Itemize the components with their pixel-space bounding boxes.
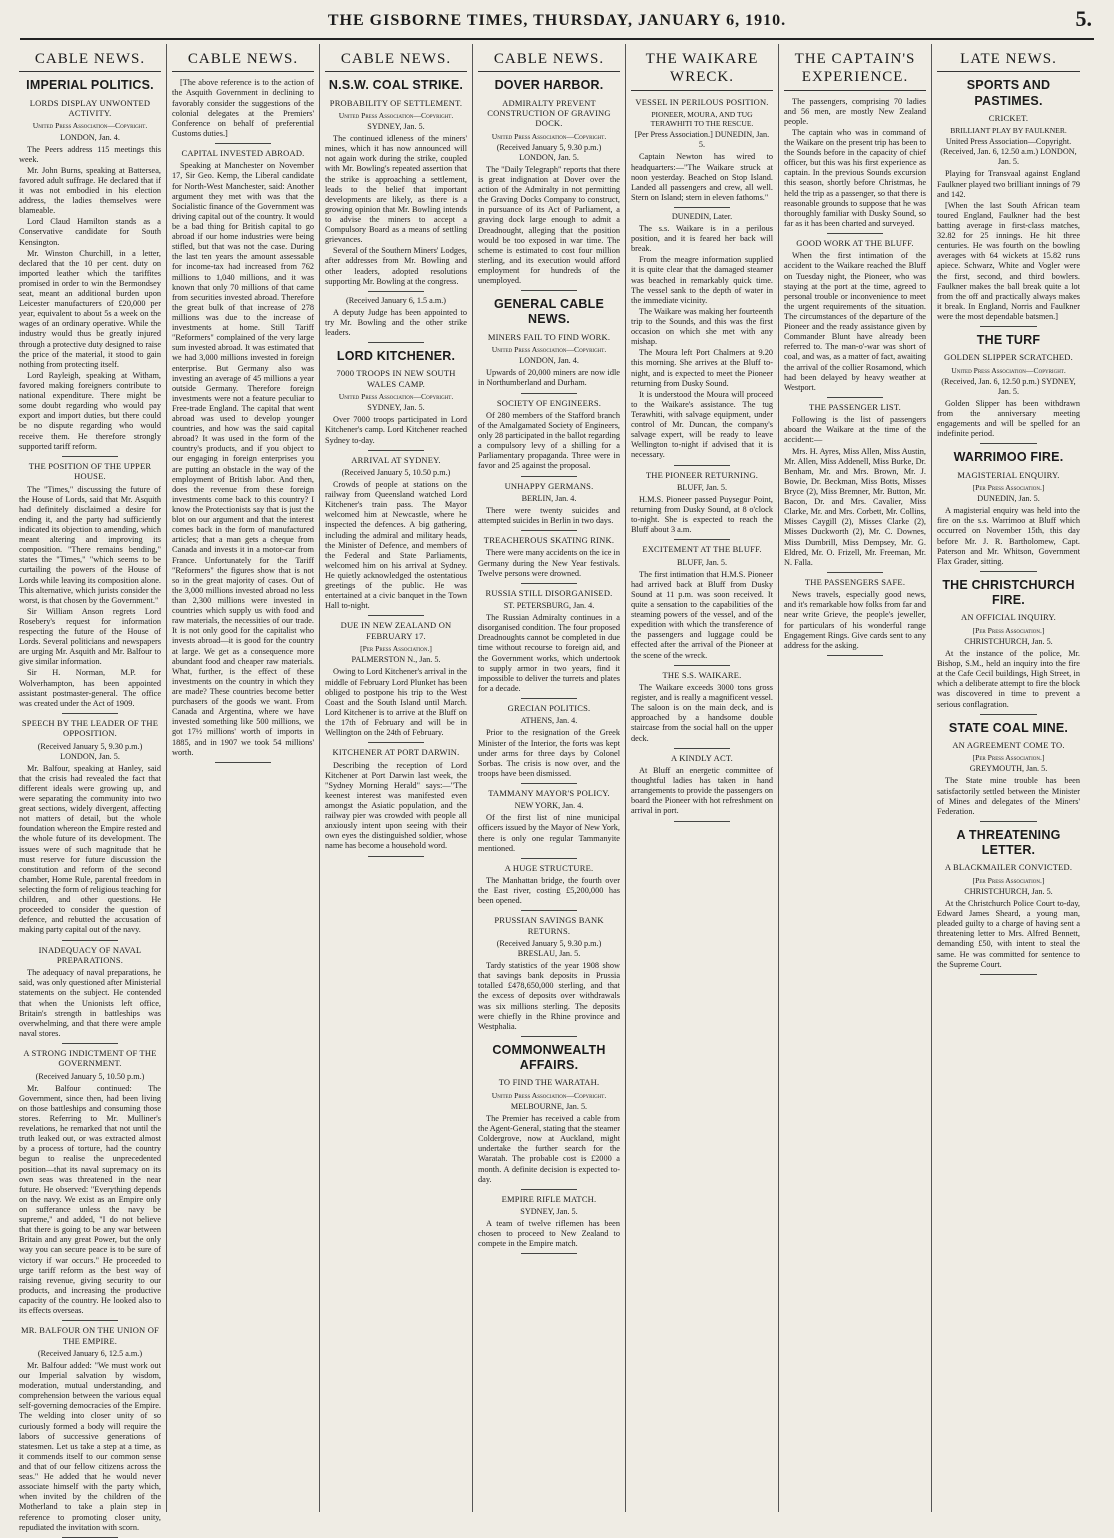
article-dateline: ST. PETERSBURG, Jan. 4. <box>503 601 595 611</box>
article <box>631 753 773 822</box>
article-paragraph: The passengers, comprising 70 ladies and 56 men, are mostly New Zealand people. <box>784 96 926 126</box>
article <box>325 620 467 743</box>
article-credit: [Per Press Association.] <box>360 644 432 654</box>
article-paragraph: A team of twelve riflemen has been chosen to proceed to New Zealand to compete in the Empire match. <box>478 1219 620 1249</box>
article-divider <box>980 714 1037 715</box>
article <box>631 670 773 749</box>
article-dateline: (Received January 6, 1.5 a.m.) <box>345 295 447 305</box>
newspaper-columns <box>14 44 1104 1532</box>
article-credit: [Per Press Association.] <box>972 625 1045 635</box>
article-headline: STATE COAL MINE. <box>948 720 1069 735</box>
article-divider <box>368 742 425 743</box>
article-paragraph: The adequacy of naval preparations, he said, was only questioned after Ministerial statements on the subject. He contended that when the Unionists left office, Britain's strength in battleships was overwhelming, and that there were ample naval stores. <box>19 968 161 1038</box>
article-divider <box>521 530 578 531</box>
article-paragraph: Lord Claud Hamilton stands as a Conservative candidate for South Kensington. <box>19 217 161 247</box>
article-dateline: PALMERSTON N., Jan. 5. <box>351 655 441 665</box>
article-paragraph: Mr. Balfour, speaking at Hanley, said that the crisis had revealed the fact that different ideals were growing up, and were separating the community into two great sections, widely divergent, affecting not matters of detail, but the whole foundation whereon the Empire rested and the whole future of its development. The issues were of such magnitude that he must reserve for future discussion the constitution and reform of the second chamber, Home Rule, parental freedom in selecting the form of religious teaching for children, and other questions. He proceeded to consider the question of defence, and rebutted the accusation of making party capital out of the navy. <box>19 763 161 935</box>
article <box>19 945 161 1044</box>
article-paragraph: News travels, especially good news, and it's remarkable how folks from far and near write Grieve, the people's jeweller, for particulars of his wonderful range Engagement Rings. Give cards sent to any address for the asking. <box>784 590 926 650</box>
article-divider <box>368 856 425 857</box>
article-subheading: SOCIETY OF ENGINEERS. <box>496 397 602 408</box>
article-headline: IMPERIAL POLITICS. <box>26 78 154 93</box>
article-dateline: DUNEDIN, Jan. 5. <box>977 494 1040 504</box>
article-credit: United Press Association—Copyright. <box>338 110 454 120</box>
article <box>478 915 620 1036</box>
article-credit: United Press Association—Copyright. <box>951 365 1066 375</box>
article-subheading: EXCITEMENT AT THE BLUFF. <box>642 544 762 555</box>
article-subheading: UNHAPPY GERMANS. <box>504 480 594 491</box>
article-subheading: INADEQUACY OF NAVAL PREPARATIONS. <box>38 944 142 965</box>
article-dateline: CHRISTCHURCH, Jan. 5. <box>964 887 1053 897</box>
column-heading: CABLE NEWS. <box>172 44 314 72</box>
article-divider <box>521 910 578 911</box>
article-subheading: PROBABILITY OF SETTLEMENT. <box>329 97 463 108</box>
article-paragraph: Mr. Winston Churchill, in a letter, declared that the 10 per cent. duty on imported leather which the tariffites promised in order to win the Bermondsey seat, meant an additional burden upon Leicester manufacturers of £20,000 per year, equivalent to about 5s a week on the wages of an ordinary operative. While the industry would thus be greatly injured through a protective duty designed to raise the price of the material, it stood to gain nothing from protecting itself. <box>19 248 161 369</box>
article-paragraph: Sir William Anson regrets Lord Rosebery's request for information respecting the future of the House of Lords. Several politicians and newspapers are urging Mr. Asquith and Mr. Balfour to give similar information. <box>19 606 161 667</box>
article-subheading: TO FIND THE WARATAH. <box>498 1077 600 1088</box>
article-subheading: THE PASSENGERS SAFE. <box>804 576 906 587</box>
article-subheading: GOOD WORK AT THE BLUFF. <box>796 238 914 249</box>
article <box>937 333 1080 444</box>
article-divider <box>62 456 119 457</box>
article <box>478 588 620 699</box>
article-paragraph: Of the first list of nine municipal officers issued by the Mayor of New York, there is only one regular Tammanyite mentioned. <box>478 813 620 853</box>
article-credit: [Per Press Association.] <box>972 482 1045 492</box>
article-paragraph: The Premier has received a cable from the Agent-General, stating that the steamer Coldergrove, now at Auckland, might undertake the further search for the Waratah. The probable cost is £2000 a month. A definite decision is expected to-day. <box>478 1114 620 1184</box>
article-divider <box>62 940 119 941</box>
article <box>325 78 467 292</box>
article-paragraph: Sir H. Norman, M.P. for Wolverhampton, has been appointed assistant postmaster-general. The office was created under the Act of 1909. <box>19 668 161 708</box>
article-dateline: (Received January 5, 9.30 p.m.) LONDON, Jan. 5. <box>496 142 602 162</box>
article-subheading: A HUGE STRUCTURE. <box>504 862 594 873</box>
article <box>478 1194 620 1255</box>
article-subheading: THE POSITION OF THE UPPER HOUSE. <box>28 460 152 482</box>
article-paragraph: Upwards of 20,000 miners are now idle in Northumberland and Durham. <box>478 368 620 388</box>
article-subheading: ARRIVAL AT SYDNEY. <box>351 454 441 465</box>
article-divider <box>674 207 731 208</box>
article-subheading: MINERS FAIL TO FIND WORK. <box>487 331 611 342</box>
article-paragraph: At the instance of the police, Mr. Bishop, S.M., held an inquiry into the fire at the Cafe Cecil buildings, High Street, in which a deliberate attempt to fire the block was discovered in time to prevent a serious conflagration. <box>937 648 1080 709</box>
article-paragraph: Several of the Southern Miners' Lodges, after addresses from Mr. Bowling and other leaders, adopted resolutions supporting Mr. Bowling at the congress. <box>325 246 467 286</box>
article-paragraph: At the Christchurch Police Court to-day, Edward James Sheard, a young man, pleaded guilty to a charge of having sent a threatening letter to Mrs. Alfred Bennett, demanding £50, with intent to steal the same. He was committed for sentence to the Supreme Court. <box>937 899 1080 969</box>
article-paragraph: The Waikare exceeds 3000 tons gross register, and is really a magnificent vessel. The saloon is on the main deck, and is approached by a handsome double staircase from the social hall on the upper deck. <box>631 683 773 743</box>
article-divider <box>674 821 731 822</box>
article-divider <box>521 783 578 784</box>
article-divider <box>827 233 884 234</box>
article-divider <box>674 539 731 540</box>
article-subheading: RUSSIA STILL DISORGANISED. <box>485 587 613 598</box>
article-divider <box>215 762 272 763</box>
article-subheading: CRICKET. <box>988 112 1029 123</box>
article-dateline: United Press Association—Copyright. (Received, Jan. 6, 12.50 a.m.) LONDON, Jan. 5. <box>940 137 1077 167</box>
article-dateline: (Received January 5, 9.30 p.m.) BRESLAU, Jan. 5. <box>496 939 602 959</box>
article <box>631 97 773 208</box>
article-dateline: MELBOURNE, Jan. 5. <box>510 1102 588 1112</box>
article <box>937 78 1080 327</box>
page-number: 5. <box>1075 6 1092 31</box>
article-subheading: PRUSSIAN SAVINGS BANK RETURNS. <box>494 915 604 936</box>
article-divider <box>980 443 1037 444</box>
article-divider <box>215 143 272 144</box>
article-credit: United Press Association—Copyright. <box>338 392 454 402</box>
article-subheading: A STRONG INDICTMENT OF THE GOVERNMENT. <box>23 1047 157 1069</box>
article-divider <box>827 572 884 573</box>
article <box>478 398 620 477</box>
article-divider <box>521 476 578 477</box>
article-headline: N.S.W. COAL STRIKE. <box>328 78 464 93</box>
article <box>325 455 467 617</box>
article-divider <box>980 974 1037 975</box>
article <box>478 78 620 291</box>
article-dateline: (Received January 5, 9.30 p.m.) LONDON, Jan. 5. <box>37 741 143 761</box>
article-paragraph: Describing the reception of Lord Kitchener at Port Darwin last week, the "Sydney Morning Herald" says:—"The keenest interest was manifested even amongst the Asiatic population, and the railway pier was crowded with people all anxiously intent upon seeing with their own eyes the distinguished soldier, whose name has become a household word. <box>325 760 467 851</box>
article-dateline: (Received, Jan. 6, 12.50 p.m.) SYDNEY, Jan. 5. <box>941 376 1076 396</box>
article <box>937 828 1080 975</box>
article-divider <box>674 665 731 666</box>
article-subheading: DUE IN NEW ZEALAND ON FEBRUARY 17. <box>340 620 452 641</box>
article <box>784 577 926 656</box>
article-dateline: (Received January 5, 10.50 p.m.) <box>341 468 451 478</box>
article-subheading: ADMIRALTY PREVENT CONSTRUCTION OF GRAVING DOCK. <box>487 97 611 129</box>
article-subheading: KITCHENER AT PORT DARWIN. <box>332 747 460 758</box>
masthead <box>0 0 1114 40</box>
article-credit: United Press Association—Copyright. <box>32 121 148 131</box>
article-divider <box>521 858 578 859</box>
article-credit: United Press Association—Copyright. <box>491 131 607 141</box>
masthead-rule <box>20 38 1094 40</box>
article-headline: COMMONWEALTH AFFAIRS. <box>492 1042 606 1073</box>
article-paragraph: The Peers address 115 meetings this week. <box>19 144 161 164</box>
article-paragraph: Over 7000 troops participated in Lord Kitchener's camp. Lord Kitchener reached Sydney to-day. <box>325 415 467 445</box>
article-headline: DOVER HARBOR. <box>494 78 604 93</box>
article-paragraph: Prior to the resignation of the Greek Minister of the Interior, the forts was kept under arms for three days by Colonel Sorbas. The crisis is now over, and the troops have been dismissed. <box>478 728 620 778</box>
article <box>937 578 1080 715</box>
article-headline: THE CHRISTCHURCH FIRE. <box>942 577 1075 608</box>
article <box>19 1048 161 1321</box>
article-headline: GENERAL CABLE NEWS. <box>493 297 605 327</box>
article-paragraph: The State mine trouble has been satisfactorily settled between the Minister of Mines and delegates of the Miners' Federation. <box>937 776 1080 816</box>
article-divider <box>368 450 425 451</box>
article <box>631 544 773 665</box>
article-dateline: SYDNEY, Jan. 5. <box>520 1207 578 1217</box>
article <box>937 450 1080 572</box>
article-paragraph: A deputy Judge has been appointed to try Mr. Bowling and the other strike leaders. <box>325 307 467 338</box>
article-subheading: TAMMANY MAYOR'S POLICY. <box>488 787 610 798</box>
article-dateline: SYDNEY, Jan. 5. <box>367 403 425 413</box>
article-divider <box>521 1189 578 1190</box>
article-divider <box>368 615 425 616</box>
article-paragraph: At Bluff an energetic committee of thoughtful ladies has taken in hand arrangements to provide the passengers on board the Pioneer with hot refreshment on arrival in port. <box>631 766 773 816</box>
article-paragraph: A magisterial enquiry was held into the fire on the s.s. Warrimoo at Bluff which occurred on November 15th, this day before Mr. J. R. Bartholomew, Capt. Paterson and Mr. Whitson, Government Flax Grader, sitting. <box>937 506 1080 566</box>
column-3 <box>320 44 473 1512</box>
article-paragraph: The first intimation that H.M.S. Pioneer had arrived back at Bluff from Dusky Sound at 11 p.m. was soon received. It quite a sensation to the capabilities of the steaming powers of the vessel, and of the expedition with which the transference of the passengers and luggage could be effected after the arrival of the Pioneer at the scene of the wreck. <box>631 569 773 660</box>
article <box>478 481 620 532</box>
article-dateline: LONDON, Jan. 4. <box>60 132 120 142</box>
article-subheading: GRECIAN POLITICS. <box>507 703 591 714</box>
article <box>937 721 1080 822</box>
article-credit: [Per Press Association.] <box>972 753 1045 763</box>
article-divider <box>980 571 1037 572</box>
column-heading: CABLE NEWS. <box>478 44 620 72</box>
article-dateline: NEW YORK, Jan. 4. <box>514 801 584 811</box>
article-credit: [Per Press Association.] <box>972 875 1045 885</box>
newspaper-title: THE GISBORNE TIMES, THURSDAY, JANUARY 6, 1910. <box>327 12 787 29</box>
article-subheading: TREACHEROUS SKATING RINK. <box>483 535 615 546</box>
article-subheading: LORDS DISPLAY UNWONTED ACTIVITY. <box>29 97 151 118</box>
article-divider <box>521 290 578 291</box>
article <box>784 238 926 398</box>
article-subheading: 7000 TROOPS IN NEW SOUTH WALES CAMP. <box>336 368 456 389</box>
article-dateline: SYDNEY, Jan. 5. <box>367 122 425 132</box>
article-paragraph: Lord Rayleigh, speaking at Witham, favored making foreigners contribute to national expenditure. There might be some doubt regarding who would pay export and import duties, but there could be no dispute regarding who would receive them. He therefore strongly supported tariff reform. <box>19 370 161 451</box>
article <box>19 1325 161 1538</box>
article-paragraph: It is understood the Moura will proceed to the Waikare's assistance. The tug Terawhiti, with salvage equipment, under control of Mr. Duncan, the company's salvage expert, will be ready to leave Wellington to-night if advised that it is necessary. <box>631 389 773 460</box>
article-paragraph: Playing for Transvaal against England Faulkner played two brilliant innings of 79 and 142. <box>937 169 1080 199</box>
article-credit: United Press Association—Copyright. <box>491 345 607 355</box>
article <box>19 78 161 457</box>
article-subheading: EMPIRE RIFLE MATCH. <box>501 1193 597 1204</box>
article-headline: A THREATENING LETTER. <box>956 827 1061 858</box>
column-heading: CABLE NEWS. <box>325 44 467 72</box>
article-divider <box>62 1043 119 1044</box>
article-subheading: VESSEL IN PERILOUS POSITION. <box>635 96 769 107</box>
article <box>631 470 773 541</box>
article-subheading: SPEECH BY THE LEADER OF THE OPPOSITION. <box>21 717 159 739</box>
article-dateline: ATHENS, Jan. 4. <box>520 716 578 726</box>
column-2 <box>167 44 320 1512</box>
article-headline: SPORTS AND PASTIMES. <box>966 78 1051 108</box>
article-dateline: GREYMOUTH, Jan. 5. <box>969 764 1048 774</box>
column-heading: THE WAIKARE WRECK. <box>631 44 773 91</box>
article <box>784 97 926 234</box>
column-5 <box>626 44 779 1512</box>
article <box>478 1043 620 1190</box>
column-1 <box>14 44 167 1532</box>
article <box>19 718 161 941</box>
article-divider <box>521 583 578 584</box>
column-heading: LATE NEWS. <box>937 44 1080 72</box>
article-credit: BRILLIANT PLAY BY FAULKNER. <box>950 126 1067 136</box>
article <box>172 148 314 763</box>
article <box>478 863 620 912</box>
column-4 <box>473 44 626 1512</box>
article-subheading: THE PASSENGER LIST. <box>809 401 901 412</box>
article-headline: WARRIMOO FIRE. <box>953 450 1064 465</box>
article-dateline: CHRISTCHURCH, Jan. 5. <box>964 636 1053 646</box>
article-subheading: THE S.S. WAIKARE. <box>662 669 742 680</box>
article-paragraph: Mr. Balfour added: "We must work out our Imperial salvation by wisdom, moderation, mutual understanding, and comprehension between the various equal self-governing democracies of the Empire. The welding into closer unity of so curiously formed a body will require the labors of successive generations of statesmen. Let us take a step at a time, as it commends itself to our common sense and that of our fellow citizens across the seas." He added that he would never associate himself with the party which, when invited by the children of the Motherland to take a plain step in reference to promoting closer unity, repudiated the invitation with scorn. <box>19 1360 161 1532</box>
article-dateline: [Per Press Association.] DUNEDIN, Jan. 5. <box>634 130 770 150</box>
article-dateline: (Received January 6, 12.5 a.m.) <box>37 1348 143 1358</box>
article-paragraph: [The above reference is to the action of the Asquith Government in declining to favorably consider the suggestions of the colonial delegates at the Premiers' Conference on behalf of preferential Customs duties.] <box>172 78 314 138</box>
article-paragraph: The "Daily Telegraph" reports that there is great indignation at Dover over the action of the Admiralty in not permitting the Graving Docks Company to construct, in pursuance of its Act of Parliament, a graving dock large enough to admit a Dreadnought, alleging that the position would be too exposed in war time. The scheme is estimated to cost four million sterling, and its execution would afford employment for hundreds of the unemployed. <box>478 164 620 286</box>
article-paragraph: Golden Slipper has been withdrawn from the anniversary meeting engagements and will be spelled for an indefinite period. <box>937 398 1080 439</box>
article-subheading: A KINDLY ACT. <box>671 752 733 763</box>
article-paragraph: Mr. John Burns, speaking at Battersea, favored adult suffrage. He declared that if it was not embodied in his election address, the ladies themselves were blameable. <box>19 165 161 216</box>
column-7 <box>932 44 1085 1512</box>
article-dateline: BERLIN, Jan. 4. <box>521 493 577 503</box>
article-paragraph: Captain Newton has wired to headquarters:—"The Waikare struck at noon yesterday. Beached on Stop Island. Landed all passengers and crew, all well. Stern on Island; stern in eleven fathoms." <box>631 152 773 202</box>
article <box>325 747 467 856</box>
article-subheading: CAPITAL INVESTED ABROAD. <box>181 147 305 158</box>
article-divider <box>521 1036 578 1037</box>
article-divider <box>521 1253 578 1254</box>
article-dateline: DUNEDIN, Later. <box>671 212 733 221</box>
article-paragraph: Following is the list of passengers aboard the Waikare at the time of the accident:— <box>784 415 926 445</box>
article-divider <box>62 713 119 714</box>
article <box>784 402 926 573</box>
article-paragraph: There were twenty suicides and attempted suicides in Berlin in two days. <box>478 505 620 525</box>
article-divider <box>674 465 731 466</box>
article-paragraph: The Russian Admiralty continues in a disorganised condition. The four proposed Dreadnoughts cannot be completed in due time without recourse to foreign aid, and the Government works, which undertook to supply armor in two years, find it impossible to deliver the turrets and plates for a decade. <box>478 613 620 693</box>
article-paragraph: [When the last South African team toured England, Faulkner had the best batting average in first-class matches, 32.82 for 25 innings. He hit three centuries. He was fourth on the bowling averages with 64 wickets at 15.82 runs apiece. Schwarz, White and Vogler were the first, second, and third bowlers. Faulkner makes the ball break quite a lot from the off and practically always makes it break. In England, Norris and Faulkner were the most dependable batsmen.] <box>937 200 1080 321</box>
article-paragraph: The Manhattan bridge, the fourth over the East river, costing £5,200,000 has been opened. <box>478 876 620 906</box>
article-dateline: (Received January 5, 10.50 p.m.) <box>35 1071 145 1081</box>
article-dateline: BLUFF, Jan. 5. <box>676 557 728 567</box>
article-paragraph: There were many accidents on the ice in Germany during the New Year festivals. Twelve persons were drowned. <box>478 548 620 578</box>
article-paragraph: When the first intimation of the accident to the Waikare reached the Bluff on Tuesday night, the Pioneer, who was staying at the port at the time, agreed to personal trouble or inconvenience to meet the urgent requirements of the situation. The circumstances of the departure of the Pioneer and the ready assistance given by Commander Blunt have already been referred to. The man-o'-war was short of coal, and was, as a matter of fact, awaiting the arrival of the collier Rosamond, which had been delayed by heavy weather at Westport. <box>784 251 926 392</box>
article <box>325 349 467 451</box>
article-subheading: AN OFFICIAL INQUIRY. <box>961 612 1056 623</box>
column-6 <box>779 44 932 1512</box>
article-divider <box>674 748 731 749</box>
article-paragraph: Tardy statistics of the year 1908 show that savings bank deposits in Prussia totalled £478,650,000 sterling, and that the excess of deposits over withdrawals was six millions sterling. The deposits were chiefly in the Rhine province and Westphalia. <box>478 961 620 1031</box>
article <box>478 297 620 393</box>
article-divider <box>980 326 1037 327</box>
article-paragraph: The captain who was in command of the Waikare on the present trip has been to the Sounds before in the capacity of chief officer, but this was his first experience as captain. In the previous Sounds excursion this season, shortly before Christmas, he held the trip as a passenger, so that there is reasonable grounds to suppose that he was thoroughly familiar with Dusky Sound, so far as it has been charted and surveyed. <box>784 127 926 228</box>
article-paragraph: From the meagre information supplied it is quite clear that the damaged steamer was beached in remarkably quick time. The vessel sank to the depth of water in the immediate vicinity. <box>631 255 773 305</box>
article-subheading: GOLDEN SLIPPER SCRATCHED. <box>944 352 1073 363</box>
article-paragraph: Owing to Lord Kitchener's arrival in the middle of February Lord Plunket has been obliged to postpone his trip to the West Coast and the South Island until March. Lord Kitchener is to arrive at the Bluff on the 17th of February and will be in Wellington on the 24th of February. <box>325 667 467 738</box>
article-dateline: LONDON, Jan. 4. <box>519 356 579 366</box>
article-headline: LORD KITCHENER. <box>336 349 456 364</box>
column-heading: THE CAPTAIN'S EXPERIENCE. <box>784 44 926 91</box>
article <box>478 788 620 859</box>
article-headline: THE TURF <box>976 333 1041 348</box>
article-paragraph: The Waikare was making her fourteenth trip to the Sounds, and this was the first occasion on which she met with any mishap. <box>631 306 773 347</box>
article-paragraph: The s.s. Waikare is in a perilous position, and it is feared her back will break. <box>631 224 773 254</box>
article-dateline: BLUFF, Jan. 5. <box>676 482 728 492</box>
article-paragraph: Crowds of people at stations on the railway from Queensland watched Lord Kitchener's train pass. The Mayor welcomed him at Newcastle, where he inspected the defences. A big gathering, including the admiral and military heads, the Minister of Defence, and members of the Federal and State Parliaments, welcomed him on his arrival at Sydney. He quietly acknowledged the ostentatious greetings of the public. He was entertained at a civic banquet in the Town Hall to-night. <box>325 480 467 611</box>
article-credit: United Press Association—Copyright. <box>491 1090 607 1100</box>
article-divider <box>521 698 578 699</box>
article-divider <box>827 655 884 656</box>
article-paragraph: Speaking at Manchester on November 17, Sir Geo. Kemp, the Liberal candidate for North-West Manchester, said: Another argument they met with was that the Socialistic finance of the Government was driving capital out of the country. It would be a bad thing for British capital to go abroad if our home industries were being stifled, but that was not the case. During the last ten years the amount assessable for income-tax had increased from 762 millions to 1,040 millions, and it was known that only 70 millions of that came from securities invested abroad. Therefore the great bulk of that increase of 278 millions was due to the increase of investments at home. Still Tariff "Reformers" complained of the very large sum invested abroad. It was estimated that we had 3,000 millions invested in foreign enterprise. But Germany also was investing an average of 45 millions a year outside Germany. Therefore foreign investments were not a feature peculiar to Free-trade England. The capital that went abroad was used to develop younger countries, and how was the said capital abroad? It was used in the form of the country's products, and if you object to our engaging in foreign enterprises you are putting an obstacle in the way of the employment of British labor. And then, does the revenue from these foreign investments come back to this country? I know the Protectionists say that is just the blot on our argument and that the interest comes back in the form of manufactured articles; that a man gets a cheque from Canada and invests it in a motor-car from France. Unfortunately for the Tariff "Reformers" the figures show that is not so in the great majority of cases. Out of the 3,000 millions invested abroad no less than 2,300 millions were invested in countries which supply us with food and raw materials, the necessities of our trade. It is not only good for the capitalist who invests abroad—it is good for the country at large. We get as a consequence more abundant food and cheaper raw materials. What, further, is the effect of these investments on the country in which they are made? These countries become better purchasers of the goods we want. From Canada and Argentina, where we have invested something like 500 millions, we got 17½ millions' worth of imports in 1885, and in 1907 we took 54 millions' worth. <box>172 161 314 757</box>
article <box>172 78 314 144</box>
article-subheading: MR. BALFOUR ON THE UNION OF THE EMPIRE. <box>21 1325 159 1346</box>
article-divider <box>62 1320 119 1321</box>
article-paragraph: Mr. Balfour continued: The Government, since then, had been living on those battleships and consuming those stores. Referring to Mr. Mulliner's revelations, he remarked that not until the truth leaked out, or was extracted almost by a process of torture, had the country begun to realise the unprecedented position—that its naval supremacy on its own seas was threatened in the near future. He observed: "Everything depends on the navy. We exist as an Empire only on sufferance unless the navy be supreme," and added, "I do not believe that there is going to be any war between Britain and any great Power, but the only way you can secure peace is to be sure of victory if war occurs." He proceeded to urge tariff reform as the best way of raising revenue, giving security to our products, and increasing the productive capacity of the country. He looked also to its effects overseas. <box>19 1083 161 1316</box>
article-divider <box>827 397 884 398</box>
article <box>478 535 620 584</box>
article-divider <box>980 821 1037 822</box>
article-subheading: AN AGREEMENT COME TO. <box>952 739 1065 750</box>
article-paragraph: H.M.S. Pioneer passed Puysegur Point, returning from Dusky Sound, at 8 o'clock to-night. She is expected to reach the Bluff about 3 a.m. <box>631 494 773 535</box>
column-heading: CABLE NEWS. <box>19 44 161 72</box>
article-paragraph: The Moura left Port Chalmers at 9.20 this morning. She arrives at the Bluff to-night, and is expected to meet the Pioneer returning from Dusky Sound. <box>631 348 773 388</box>
article-paragraph: The "Times," discussing the future of the House of Lords, said that Mr. Asquith had definitely disclaimed a desire for ending it, and the party had sufficiently indicated its objection to amending, which meant altering and improving its composition. "There remains bending," states the "Times," "which seems to be curtailing the powers of the House of Lords while leaving its composition alone. This alternative, which jurists consider the worst, is that chosen by the Government." <box>19 484 161 605</box>
article-subheading: A BLACKMAILER CONVICTED. <box>944 862 1073 873</box>
article-credit: PIONEER, MOURA, AND TUG TERAWHITI TO THE RESCUE. <box>650 109 754 129</box>
article-divider <box>368 342 425 343</box>
article-subheading: THE PIONEER RETURNING. <box>645 469 759 480</box>
article-divider <box>521 393 578 394</box>
article-paragraph: Of 280 members of the Stafford branch of the Amalgamated Society of Engineers, only 28 participated in the ballot regarding a compulsory levy of a shilling for a Parliamentary propaganda. Three were in favor and 25 against the proposal. <box>478 410 620 471</box>
article-paragraph: Mrs. H. Ayres, Miss Allen, Miss Austin, Mr. Allen, Miss Addenell, Miss Burke, Dr. Benham, Mr. and Mrs. Brown, Mr. J. Bowie, Dr. Beckman, Miss Botts, Misses Bryce (2), Miss Bremner, Mr. Button, Mr. Bacon, Dr. and Mrs. Cavalier, Miss Clarke, Mr. and Mrs. Corbett, Mr. Collins, Misses Caygill (2), Misses Clarke (2), Misses Duckworth (2), Mr. C. Downes, Miss Dumbrill, Miss Dempsey, Mr. G. Eldred, Mr. O. Frizell, Mr. Freeman, Mr. N. Falla. <box>784 446 926 567</box>
article-paragraph: The continued idleness of the miners' mines, which it has now announced will not again work during the strike, coupled with Mr. Bowling's repeated assertion that the strike is approaching a settlement, leads to the belief that important developments are likely, as there is a growing opinion that Mr. Bowling intends to advise the miners to accept a Compulsory Board as a means of settling grievances. <box>325 134 467 245</box>
article <box>325 296 467 343</box>
article <box>478 703 620 784</box>
article-subheading: MAGISTERIAL ENQUIRY. <box>957 469 1060 480</box>
article <box>19 461 161 714</box>
article-divider <box>368 291 425 292</box>
article <box>631 212 773 466</box>
